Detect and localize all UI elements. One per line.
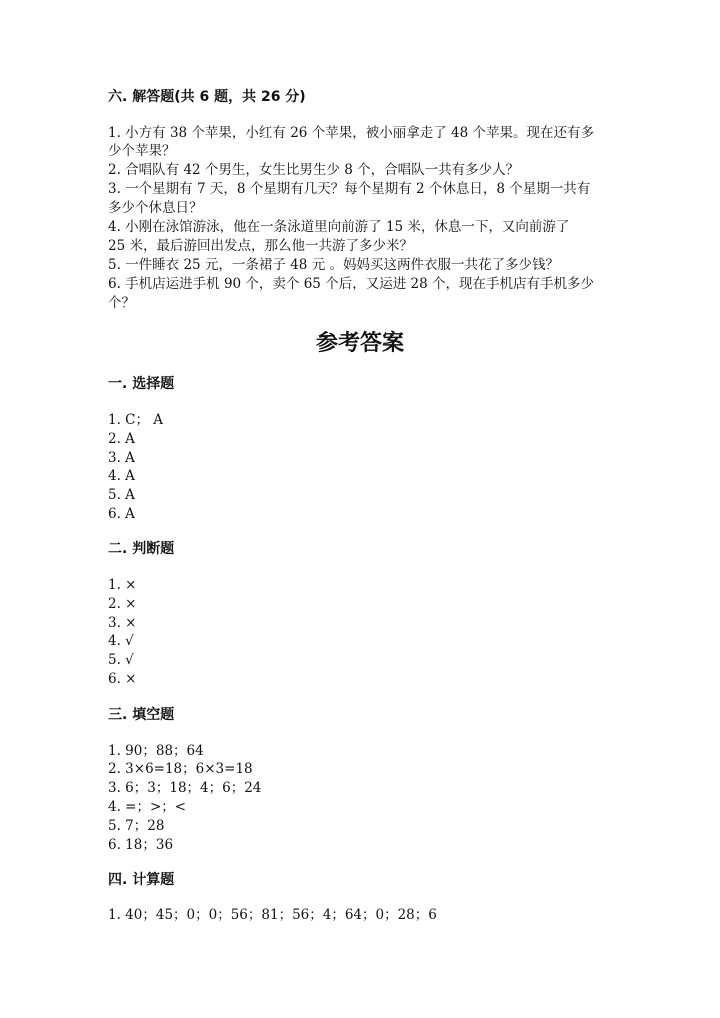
section6-line-3: 2. 合唱队有 42 个男生，女生比男生少 8 个，合唱队一共有多少人？ [108, 162, 520, 178]
section6-line-4: 3. 一个星期有 7 天，8 个星期有几天？每个星期有 2 个休息日，8 个星期一共有 [108, 181, 591, 197]
choice-heading: 一. 选择题 [108, 376, 175, 392]
choice-answer-3: 3. A [108, 450, 135, 466]
choice-answer-4: 4. A [108, 468, 135, 484]
fill-answer-5: 5. 7；28 [108, 818, 165, 834]
section6-heading: 六. 解答题(共 6 题，共 26 分) [108, 89, 306, 105]
choice-answer-1: 1. C； A [108, 412, 164, 428]
calc-answer-1: 1. 40；45；0；0；56；81；56；4；64；0；28；6 [108, 907, 437, 923]
judge-answer-6: 6. × [108, 671, 137, 687]
section6-line-1: 1. 小方有 38 个苹果，小红有 26 个苹果，被小丽拿走了 48 个苹果。现在还有多 [108, 125, 594, 141]
choice-answer-5: 5. A [108, 487, 135, 503]
fill-heading: 三. 填空题 [108, 707, 175, 723]
judge-answer-2: 2. × [108, 596, 137, 612]
section6-line-8: 5. 一件睡衣 25 元，一条裙子 48 元 。妈妈买这两件衣服一共花了多少钱？ [108, 257, 559, 273]
judge-answer-1: 1. × [108, 577, 137, 593]
judge-answer-4: 4. √ [108, 633, 134, 649]
judge-answer-3: 3. × [108, 615, 137, 631]
section6-line-7: 25 米，最后游回出发点，那么他一共游了多少米？ [108, 238, 413, 254]
section6-line-6: 4. 小刚在泳馆游泳，他在一条泳道里向前游了 15 米，休息一下，又向前游了 [108, 219, 570, 235]
calc-heading: 四. 计算题 [108, 872, 175, 888]
section6-line-5: 多少个休息日？ [108, 200, 203, 216]
judge-heading: 二. 判断题 [108, 541, 175, 557]
fill-answer-6: 6. 18；36 [108, 837, 174, 853]
fill-answer-1: 1. 90；88；64 [108, 743, 204, 759]
section6-line-2: 少个苹果？ [108, 143, 176, 159]
judge-answer-5: 5. √ [108, 652, 134, 668]
choice-answer-6: 6. A [108, 506, 135, 522]
fill-answer-2: 2. 3×6=18；6×3=18 [108, 761, 253, 777]
answer-title: 参考答案 [315, 331, 404, 356]
section6-line-10: 个？ [108, 295, 135, 311]
section6-line-9: 6. 手机店运进手机 90 个，卖个 65 个后，又运进 28 个，现在手机店有手机多少 [108, 276, 594, 292]
fill-answer-3: 3. 6；3；18；4；6；24 [108, 780, 262, 796]
fill-answer-4: 4. =；>；< [108, 799, 187, 815]
choice-answer-2: 2. A [108, 431, 135, 447]
